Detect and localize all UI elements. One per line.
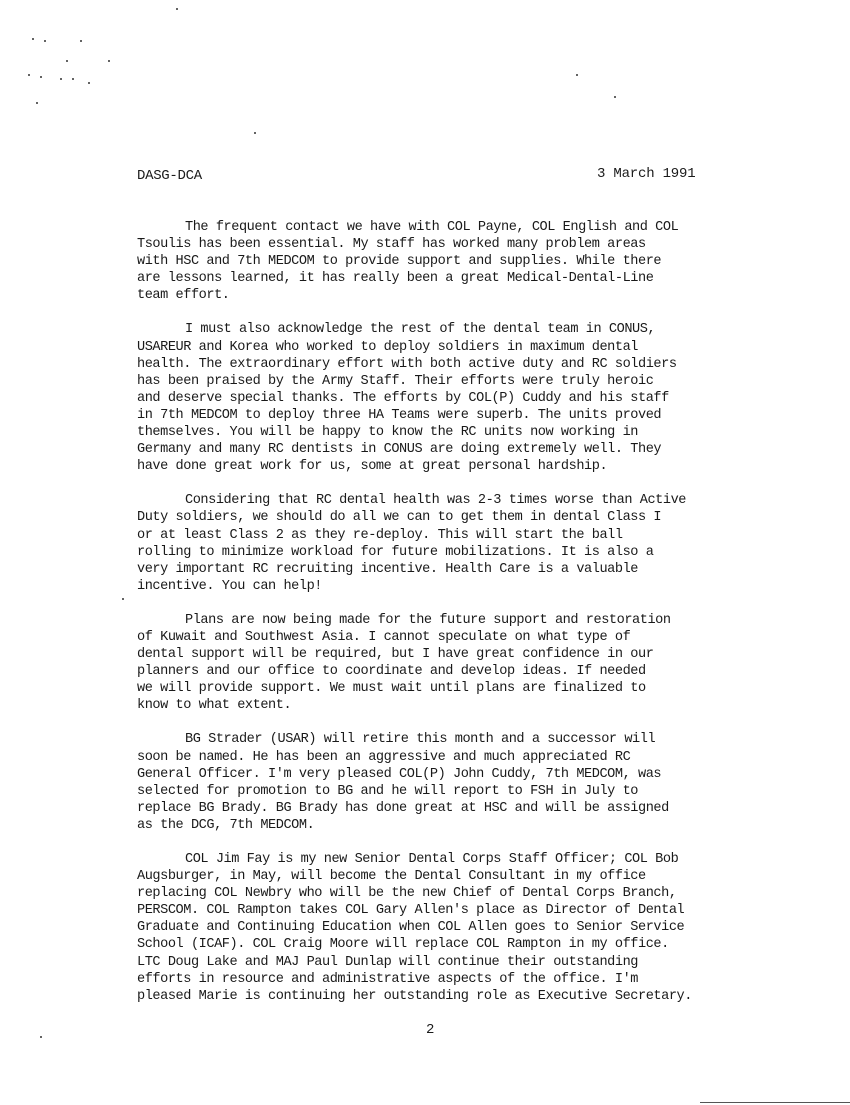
scan-speck [66,60,68,62]
paragraph-staff-changes: COL Jim Fay is my new Senior Dental Corps Staff Officer; COL Bob Augsburger, in May, will become the Dental Consultant in my office replacing COL Newbry who will be the new Chief of Dental Corps Branch, PERSCOM. COL Rampton takes COL Gary Allen's place as Director of Dental Graduate and Continuing Education when COL Allen goes to Senior Service School (ICAF). COL Craig Moore will replace COL Rampton in my office. LTC Doug Lake and MAJ Paul Dunlap will continue their outstanding efforts in resource and administrative aspects of the office. I'm pleased Marie is continuing her outstanding role as Executive Secretary. [137,852,692,1004]
letter-body [137,219,737,1022]
scan-speck [40,76,42,78]
paragraph-rc-dental-health: Considering that RC dental health was 2-3 times worse than Active Duty soldiers, we should do all we can to get them in dental Class I or at least Class 2 as they re-deploy. This will start the ball rolling to minimize workload for future mobilizations. It is also a very important RC recruiting incentive. Health Care is a valuable incentive. You can help! [137,493,686,594]
scan-speck [80,40,82,42]
paragraph-dental-team: I must also acknowledge the rest of the dental team in CONUS, USAREUR and Korea who worked to deploy soldiers in maximum dental health. The extraordinary effort with both active duty and RC soldiers has been praised by the Army Staff. Their efforts were truly heroic and deserve special thanks. The efforts by COL(P) Cuddy and his staff in 7th MEDCOM to deploy three HA Teams were superb. The units proved themselves. You will be happy to know the RC units now working in Germany and many RC dentists in CONUS are doing extremely well. They have done great work for us, some at great personal hardship. [137,322,677,475]
page-number: 2 [426,1022,435,1038]
scan-speck [254,132,256,134]
scan-speck [72,78,74,80]
scan-speck [576,74,578,76]
scan-speck [108,60,110,62]
scan-speck [122,598,124,600]
bottom-edge-rule [700,1102,850,1103]
scan-speck [40,1036,42,1038]
paragraph-future-support: Plans are now being made for the future support and restoration of Kuwait and Southwest Asia. I cannot speculate on what type of dental support will be required, but I have great confidence in our planners and our office to coordinate and develop ideas. If needed we will provide support. We must wait until plans are finalized to know to what extent. [137,612,671,714]
office-symbol: DASG-DCA [137,168,202,184]
scan-speck [44,40,46,42]
scan-speck [60,78,62,80]
scan-speck [32,38,34,40]
scan-speck [28,74,30,76]
scan-speck [36,102,38,104]
scan-speck [614,96,616,98]
paragraph-team-effort: The frequent contact we have with COL Payne, COL English and COL Tsoulis has been essential. My staff has worked many problem areas with HSC and 7th MEDCOM to provide support and supplies. While there are lessons learned, it has really been a great Medical-Dental-Line team effort. [137,220,679,304]
letter-date: 3 March 1991 [597,166,696,182]
paragraph-general-officers: BG Strader (USAR) will retire this month and a successor will soon be named. He has been an aggressive and much appreciated RC General Officer. I'm very pleased COL(P) John Cuddy, 7th MEDCOM, was selected for promotion to BG and he will report to FSH in July to replace BG Brady. BG Brady has done great at HSC and will be assigned as the DCG, 7th MEDCOM. [137,732,669,833]
scan-speck [88,82,90,84]
scan-speck [176,8,178,10]
